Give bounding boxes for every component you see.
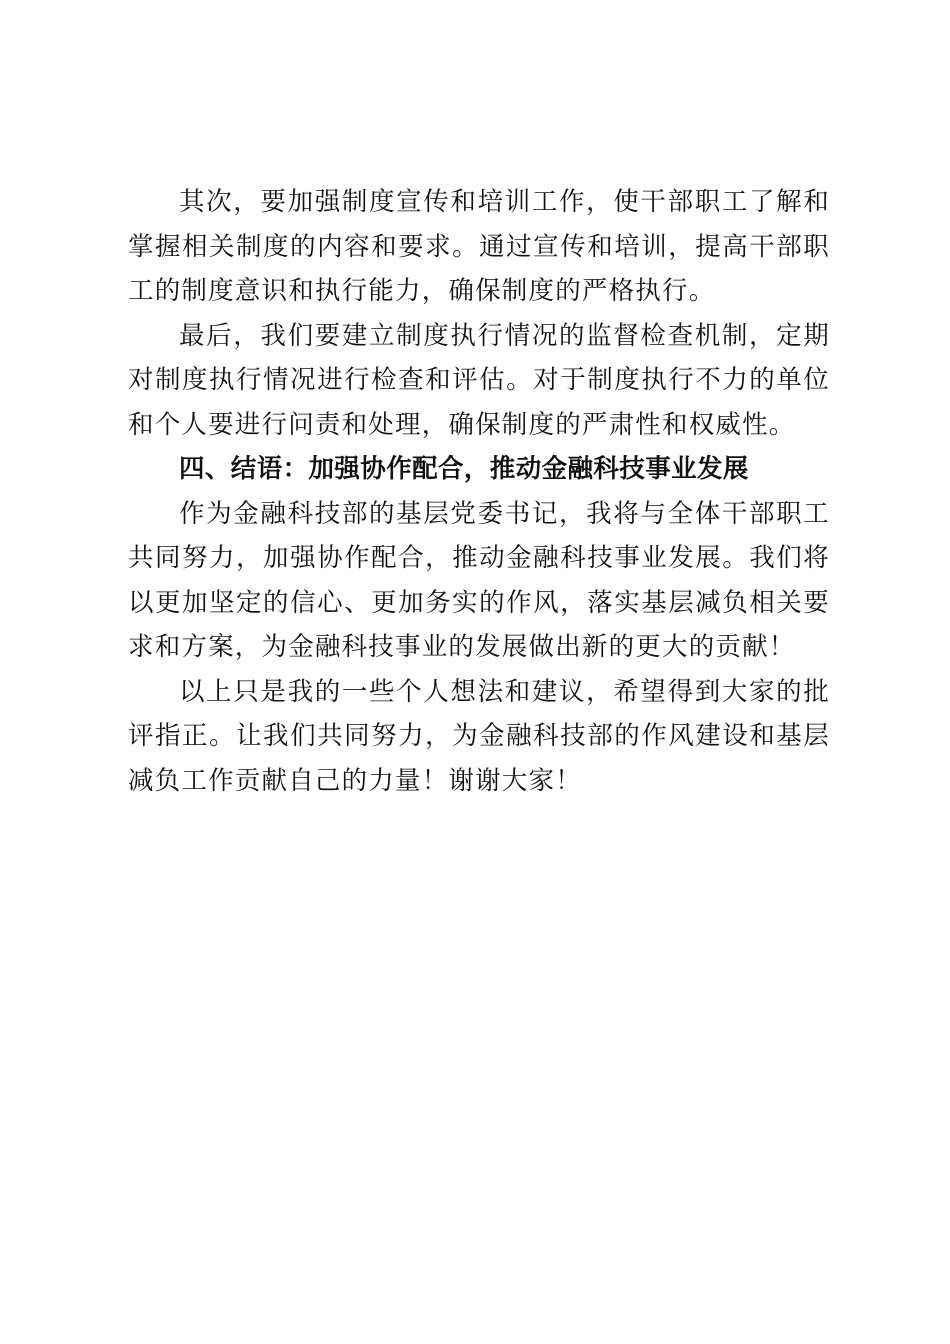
paragraph-closing: 以上只是我的一些个人想法和建议，希望得到大家的批评指正。让我们共同努力，为金融科技部的作风建设和基层减负工作贡献自己的力量！谢谢大家！ (128, 676, 830, 796)
document-body (128, 180, 830, 803)
paragraph-commitment: 作为金融科技部的基层党委书记，我将与全体干部职工共同努力，加强协作配合，推动金融科技事业发展。我们将以更加坚定的信心、更加务实的作风，落实基层减负相关要求和方案，为金融科技事业的发展做出新的更大的贡献！ (128, 498, 830, 662)
paragraph-supervision: 最后，我们要建立制度执行情况的监督检查机制，定期对制度执行情况进行检查和评估。对于制度执行不力的单位和个人要进行问责和处理，确保制度的严肃性和权威性。 (128, 320, 830, 440)
section-heading-conclusion: 四、结语：加强协作配合，推动金融科技事业发展 (179, 454, 749, 484)
paragraph-training: 其次，要加强制度宣传和培训工作，使干部职工了解和掌握相关制度的内容和要求。通过宣传和培训，提高干部职工的制度意识和执行能力，确保制度的严格执行。 (128, 187, 830, 306)
